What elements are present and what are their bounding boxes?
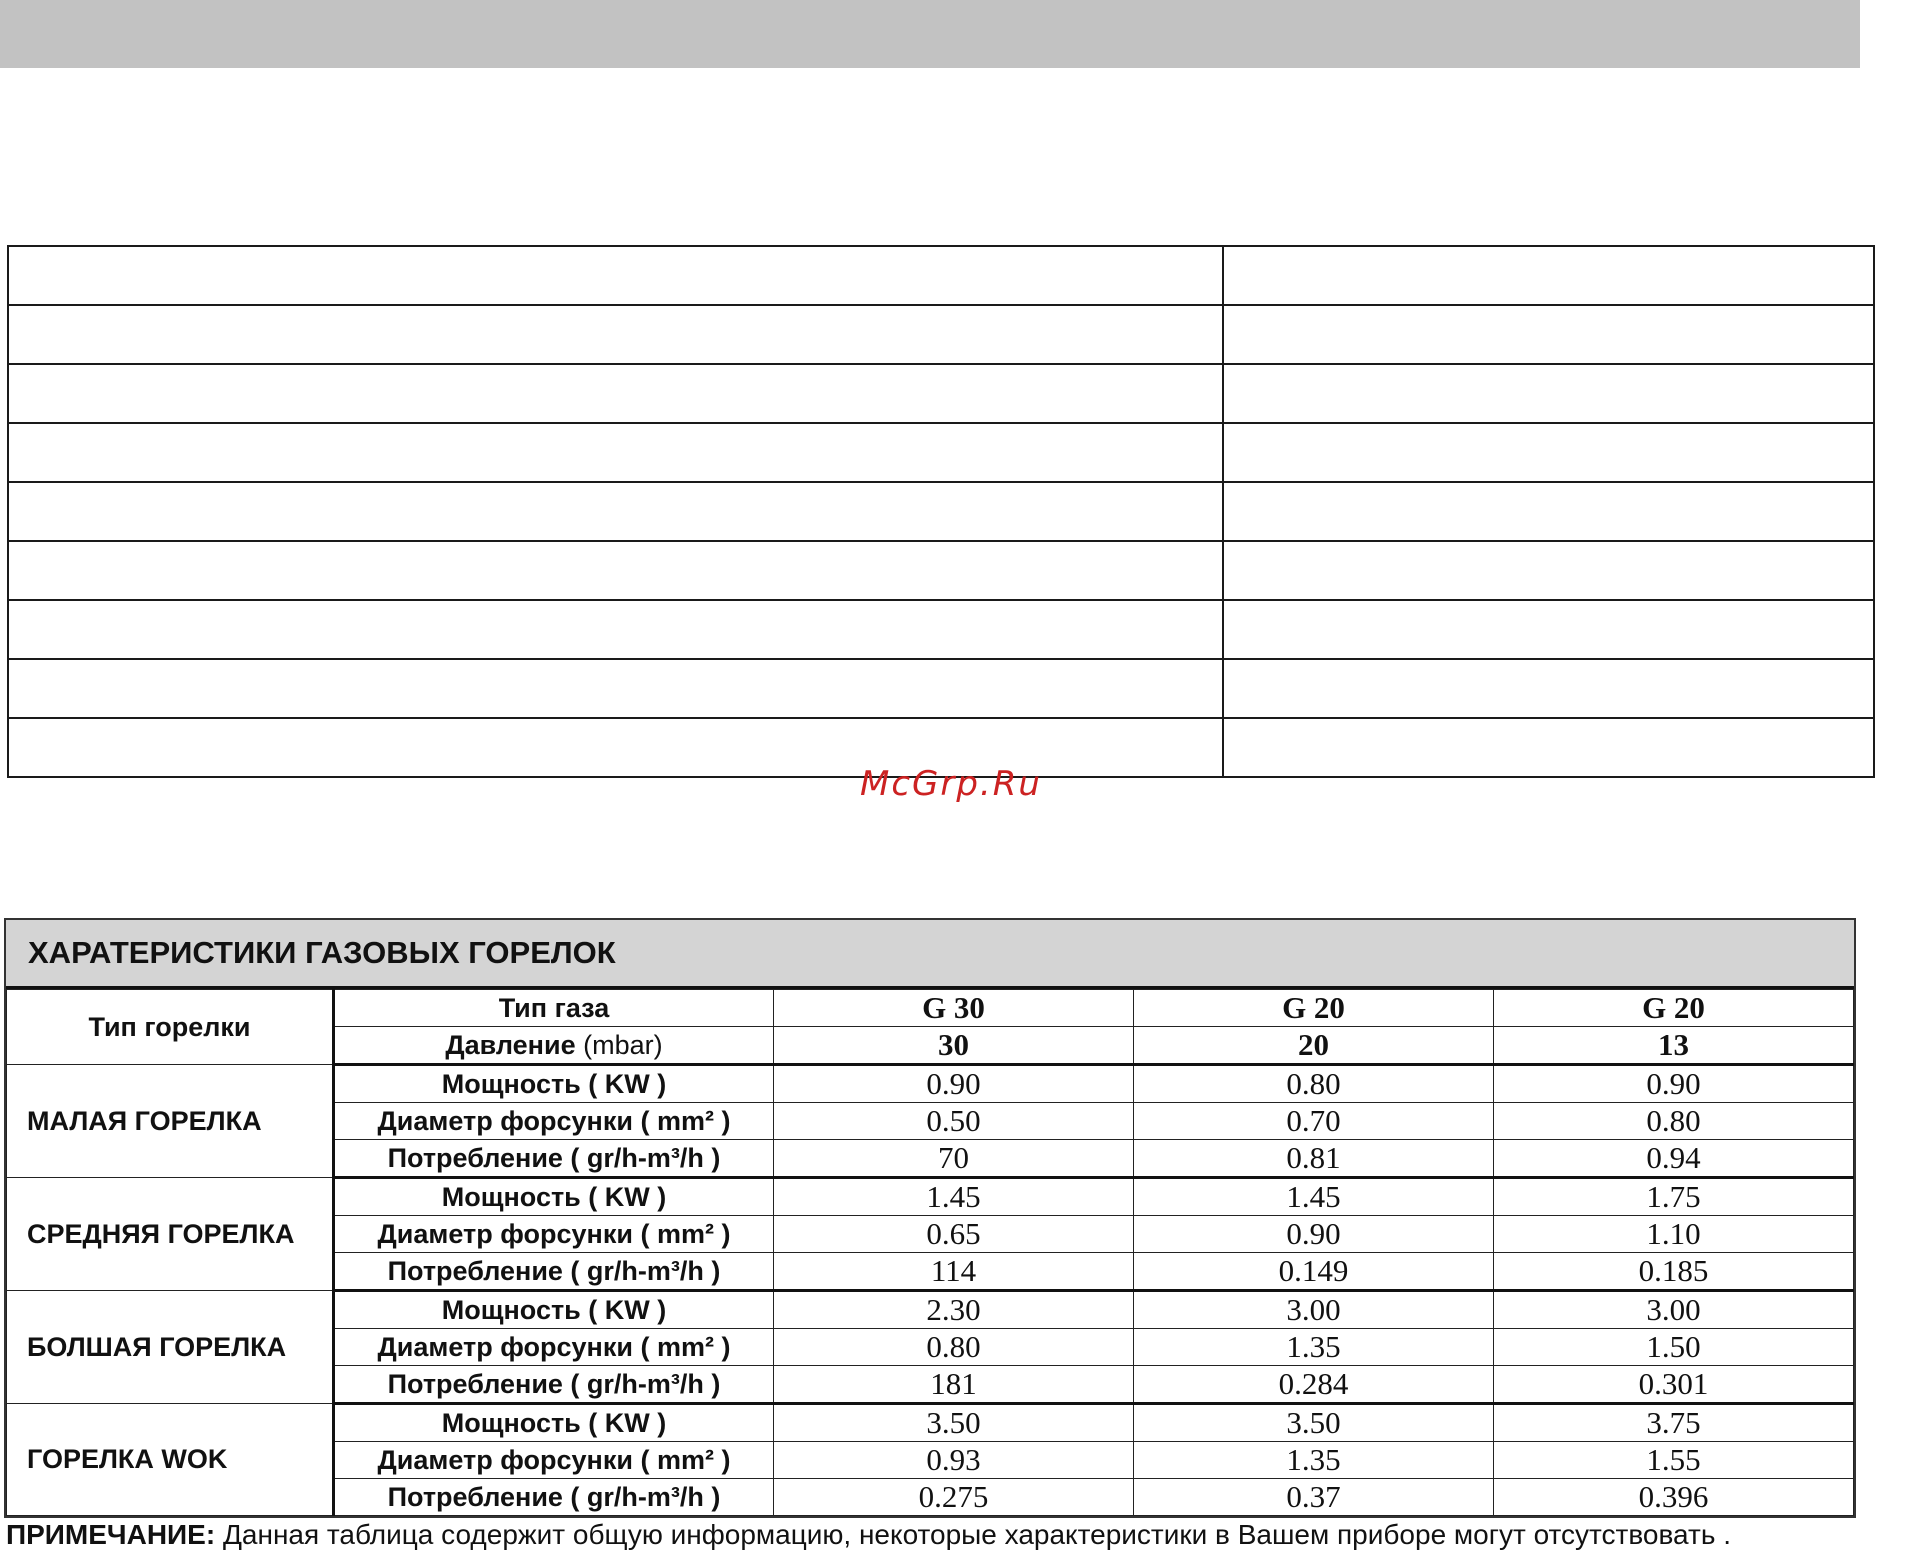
table-row bbox=[8, 246, 1874, 305]
value-cell: 1.75 bbox=[1494, 1178, 1854, 1216]
value-cell: 1.45 bbox=[774, 1178, 1134, 1216]
value-cell: 0.149 bbox=[1134, 1253, 1494, 1291]
burner-name: МАЛАЯ ГОРЕЛКА bbox=[7, 1065, 334, 1178]
value-cell: 114 bbox=[774, 1253, 1134, 1291]
value-cell: 1.55 bbox=[1494, 1442, 1854, 1479]
value-cell: 3.75 bbox=[1494, 1404, 1854, 1442]
gas-type-label: Тип газа bbox=[334, 990, 774, 1027]
value-cell: 2.30 bbox=[774, 1291, 1134, 1329]
value-cell: 70 bbox=[774, 1140, 1134, 1178]
value-cell: 0.50 bbox=[774, 1103, 1134, 1140]
param-label: Потребление ( gr/h-m³/h ) bbox=[334, 1253, 774, 1291]
value-cell: 1.45 bbox=[1134, 1178, 1494, 1216]
gas-burner-specs bbox=[4, 918, 1856, 1518]
value-cell: 1.10 bbox=[1494, 1216, 1854, 1253]
param-label: Диаметр форсунки ( mm² ) bbox=[334, 1103, 774, 1140]
value-cell: 3.00 bbox=[1494, 1291, 1854, 1329]
gas-table-title: ХАРАТЕРИСТИКИ ГАЗОВЫХ ГОРЕЛОК bbox=[6, 920, 1854, 989]
table-row bbox=[8, 600, 1874, 659]
value-cell: 0.81 bbox=[1134, 1140, 1494, 1178]
param-label: Диаметр форсунки ( mm² ) bbox=[334, 1329, 774, 1366]
value-cell: 0.80 bbox=[774, 1329, 1134, 1366]
value-cell: 0.275 bbox=[774, 1479, 1134, 1516]
note-text: Данная таблица содержит общую информацию, некоторые характеристики в Вашем приборе могут отсутствовать . bbox=[215, 1519, 1731, 1550]
value-cell: 0.80 bbox=[1134, 1065, 1494, 1103]
specs-table bbox=[6, 989, 1854, 1516]
value-cell: 0.90 bbox=[774, 1065, 1134, 1103]
param-label: Потребление ( gr/h-m³/h ) bbox=[334, 1479, 774, 1516]
param-label: Мощность ( KW ) bbox=[334, 1404, 774, 1442]
value-cell: 0.284 bbox=[1134, 1366, 1494, 1404]
value-cell: 181 bbox=[774, 1366, 1134, 1404]
value-cell: 0.185 bbox=[1494, 1253, 1854, 1291]
table-row bbox=[7, 1404, 1854, 1442]
value-cell: 0.396 bbox=[1494, 1479, 1854, 1516]
gas-type-row bbox=[7, 990, 1854, 1027]
burner-name: БОЛШАЯ ГОРЕЛКА bbox=[7, 1291, 334, 1404]
param-label: Диаметр форсунки ( mm² ) bbox=[334, 1442, 774, 1479]
table-row bbox=[8, 364, 1874, 423]
param-label: Потребление ( gr/h-m³/h ) bbox=[334, 1140, 774, 1178]
pressure-cell: 30 bbox=[774, 1027, 1134, 1065]
param-label: Мощность ( KW ) bbox=[334, 1291, 774, 1329]
table-row bbox=[7, 1291, 1854, 1329]
gas-type-cell: G 20 bbox=[1494, 990, 1854, 1027]
value-cell: 0.301 bbox=[1494, 1366, 1854, 1404]
value-cell: 0.94 bbox=[1494, 1140, 1854, 1178]
param-label: Мощность ( KW ) bbox=[334, 1065, 774, 1103]
value-cell: 1.50 bbox=[1494, 1329, 1854, 1366]
watermark: McGrp.Ru bbox=[860, 764, 1042, 804]
burner-type-header: Тип горелки bbox=[7, 990, 334, 1065]
table-row bbox=[8, 482, 1874, 541]
pressure-cell: 20 bbox=[1134, 1027, 1494, 1065]
table-row bbox=[8, 305, 1874, 364]
value-cell: 1.35 bbox=[1134, 1329, 1494, 1366]
value-cell: 3.00 bbox=[1134, 1291, 1494, 1329]
param-label: Диаметр форсунки ( mm² ) bbox=[334, 1216, 774, 1253]
table-row bbox=[8, 659, 1874, 718]
footnote bbox=[6, 1519, 1731, 1551]
value-cell: 0.90 bbox=[1134, 1216, 1494, 1253]
value-cell: 0.37 bbox=[1134, 1479, 1494, 1516]
param-label: Потребление ( gr/h-m³/h ) bbox=[334, 1366, 774, 1404]
value-cell: 0.70 bbox=[1134, 1103, 1494, 1140]
pressure-cell: 13 bbox=[1494, 1027, 1854, 1065]
value-cell: 0.80 bbox=[1494, 1103, 1854, 1140]
table-row bbox=[8, 541, 1874, 600]
note-label: ПРИМЕЧАНИЕ: bbox=[6, 1519, 216, 1550]
param-label: Мощность ( KW ) bbox=[334, 1178, 774, 1216]
value-cell: 1.35 bbox=[1134, 1442, 1494, 1479]
burner-name: СРЕДНЯЯ ГОРЕЛКА bbox=[7, 1178, 334, 1291]
value-cell: 0.93 bbox=[774, 1442, 1134, 1479]
burner-name: ГОРЕЛКА WOK bbox=[7, 1404, 334, 1516]
table-row bbox=[7, 1065, 1854, 1103]
value-cell: 3.50 bbox=[774, 1404, 1134, 1442]
empty-form-table bbox=[7, 245, 1875, 778]
value-cell: 0.90 bbox=[1494, 1065, 1854, 1103]
table-row bbox=[7, 1178, 1854, 1216]
value-cell: 0.65 bbox=[774, 1216, 1134, 1253]
table-row bbox=[8, 423, 1874, 482]
pressure-label: Давление (mbar) bbox=[334, 1027, 774, 1065]
value-cell: 3.50 bbox=[1134, 1404, 1494, 1442]
top-header-bar bbox=[0, 0, 1860, 68]
gas-type-cell: G 30 bbox=[774, 990, 1134, 1027]
gas-type-cell: G 20 bbox=[1134, 990, 1494, 1027]
